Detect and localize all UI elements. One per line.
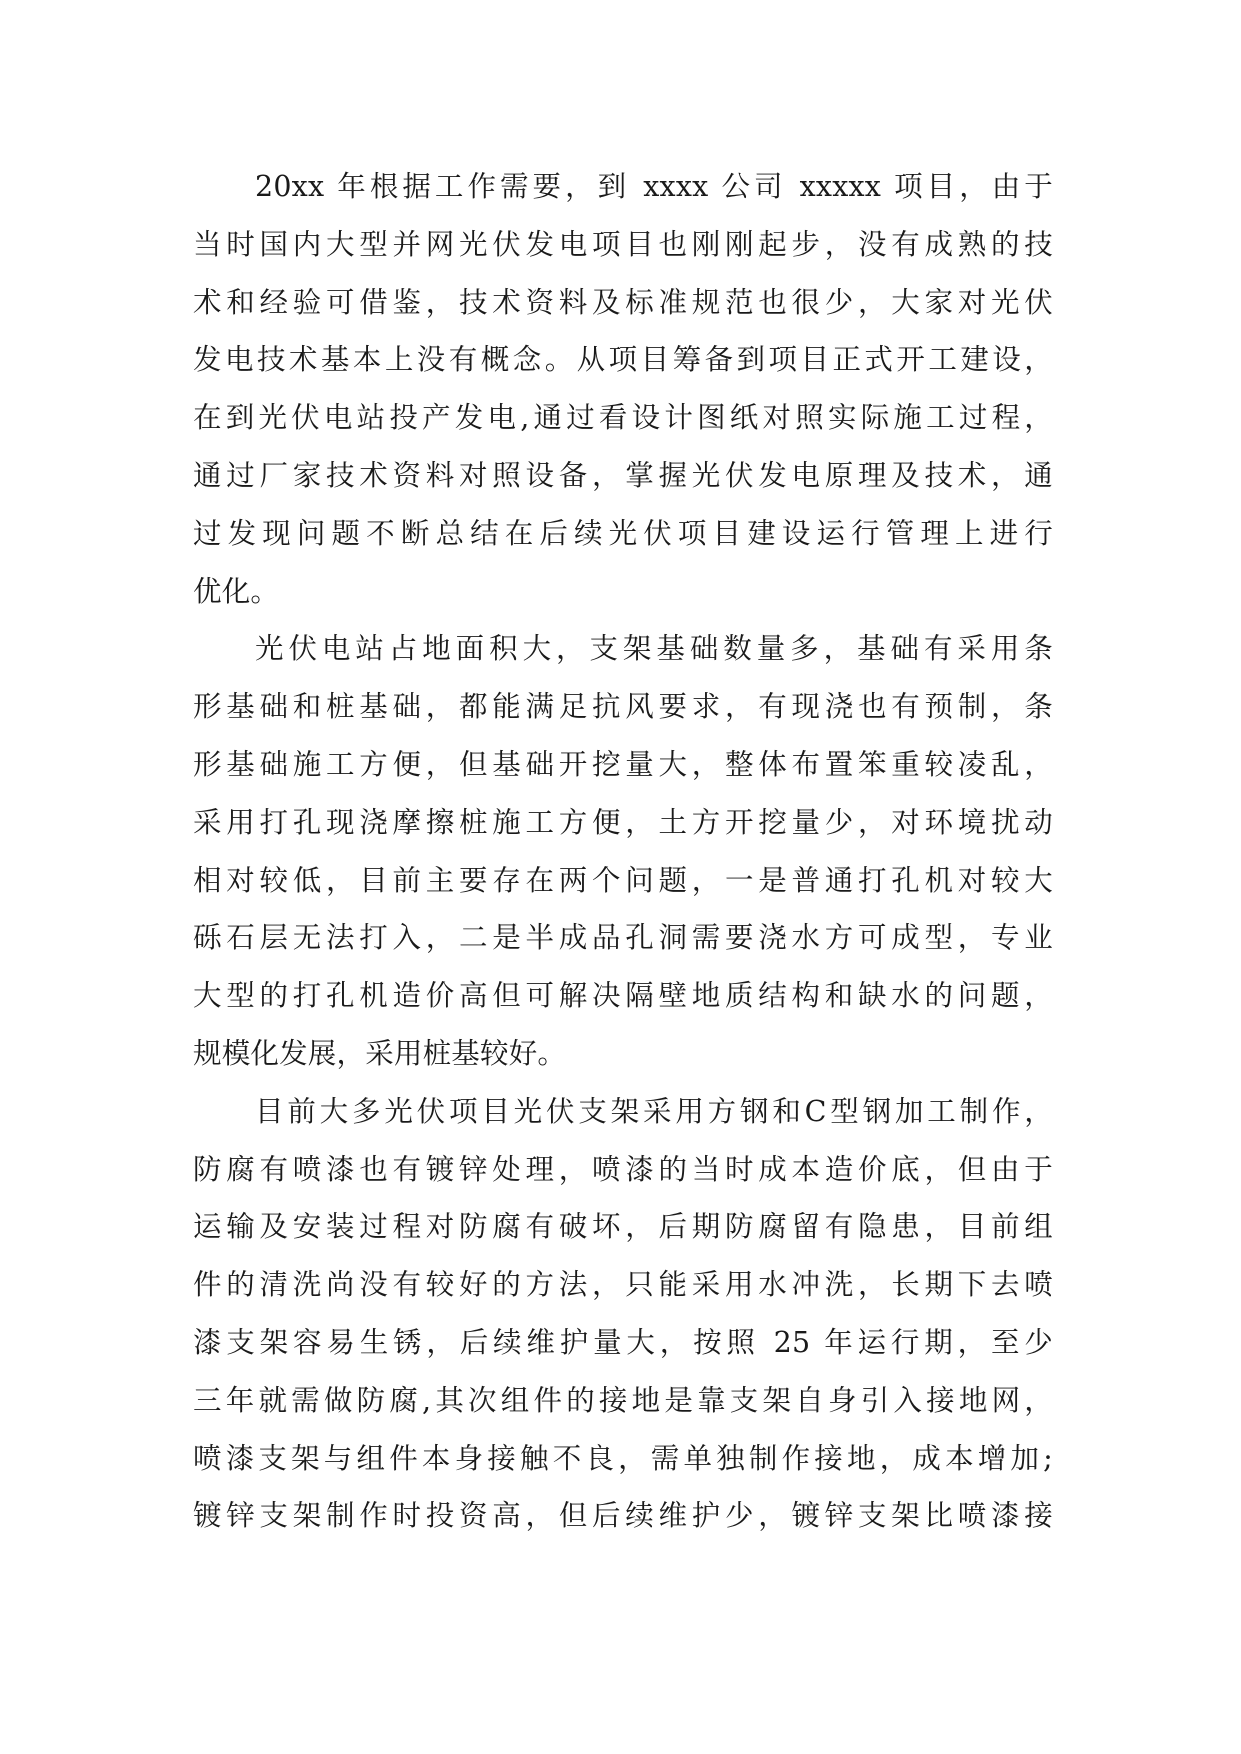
paragraph-3	[193, 1083, 1053, 1545]
text-line: 防腐有喷漆也有镀锌处理，喷漆的当时成本造价底，但由于	[193, 1152, 1053, 1186]
text-line: 喷漆支架与组件本身接触不良，需单独制作接地，成本增加;	[193, 1441, 1053, 1475]
text-line: 规模化发展，采用桩基较好。	[193, 1036, 567, 1070]
text-line: 在到光伏电站投产发电,通过看设计图纸对照实际施工过程，	[193, 401, 1053, 435]
text-line: 形基础施工方便，但基础开挖量大，整体布置笨重较凌乱，	[193, 747, 1053, 781]
text-line: 件的清洗尚没有较好的方法，只能采用水冲洗，长期下去喷	[193, 1268, 1053, 1302]
text-line: 20xx 年根据工作需要，到 xxxx 公司 xxxxx 项目，由于	[255, 170, 1053, 203]
text-line: 通过厂家技术资料对照设备，掌握光伏发电原理及技术，通	[193, 458, 1053, 492]
paragraph-2	[193, 620, 1053, 1082]
text-line: 术和经验可借鉴，技术资料及标准规范也很少，大家对光伏	[193, 285, 1053, 319]
text-line: 三年就需做防腐,其次组件的接地是靠支架自身引入接地网，	[193, 1383, 1053, 1417]
text-line: 漆支架容易生锈，后续维护量大，按照 25 年运行期，至少	[193, 1325, 1053, 1359]
text-line: 光伏电站占地面积大，支架基础数量多，基础有采用条	[255, 632, 1053, 666]
text-line: 运输及安装过程对防腐有破坏，后期防腐留有隐患，目前组	[193, 1210, 1053, 1244]
document-body	[193, 158, 1053, 1545]
text-line: 砾石层无法打入，二是半成品孔洞需要浇水方可成型，专业	[193, 921, 1053, 955]
text-line: 发电技术基本上没有概念。从项目筹备到项目正式开工建设，	[193, 343, 1053, 377]
text-line: 优化。	[193, 574, 280, 608]
text-line: 镀锌支架制作时投资高，但后续维护少，镀锌支架比喷漆接	[193, 1499, 1053, 1533]
paragraph-1	[193, 158, 1053, 620]
text-line: 大型的打孔机造价高但可解决隔壁地质结构和缺水的问题，	[193, 979, 1053, 1013]
text-line: 目前大多光伏项目光伏支架采用方钢和C型钢加工制作，	[255, 1094, 1053, 1128]
text-line: 当时国内大型并网光伏发电项目也刚刚起步，没有成熟的技	[193, 227, 1053, 261]
text-line: 形基础和桩基础，都能满足抗风要求，有现浇也有预制，条	[193, 690, 1053, 724]
text-line: 过发现问题不断总结在后续光伏项目建设运行管理上进行	[193, 516, 1053, 550]
text-line: 采用打孔现浇摩擦桩施工方便，土方开挖量少，对环境扰动	[193, 805, 1053, 839]
text-line: 相对较低，目前主要存在两个问题，一是普通打孔机对较大	[193, 863, 1053, 897]
